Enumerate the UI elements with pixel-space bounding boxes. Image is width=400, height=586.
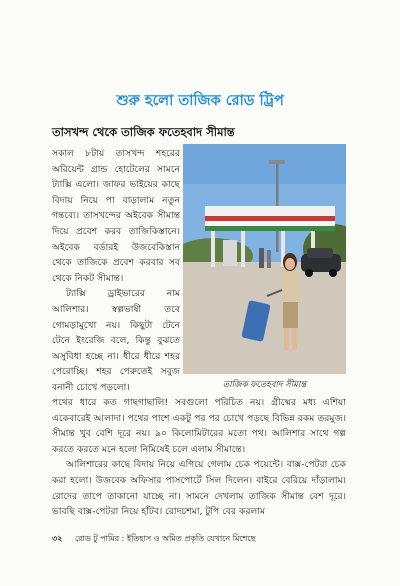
page-number: ৩২ <box>52 534 63 543</box>
body-text <box>52 395 346 520</box>
border-photo-illustration <box>183 144 346 374</box>
chapter-title: শুরু হলো তাজিক রোড ট্রিপ <box>116 93 284 109</box>
column-text <box>52 146 180 396</box>
book-title: রোড টু পামির : ইতিহাস ও অমিত প্রকৃতি যেখানে মিশেছে <box>74 534 256 543</box>
paragraph: আলিশারের কাছে বিদায় নিয়ে এগিয়ে গেলাম চেক পয়েন্টে। বাক্স-পেটরা চেক করা হলো। উজবেক অফিসার পাসপোর্টে সিল দিলেন। বাইরে বেরিয়ে দাঁড়ালাম। রোদের তাপে তাকানো যাচ্ছে না। সামনে দেখলাম তাজিক সীমান্ত বেশ দূরে। ভাবছি বাক্স-পেটরা নিয়ে হাঁটব। রোদচশমা, টুপি বের করলাম <box>52 459 346 518</box>
section-heading: তাসখন্দ থেকে তাজিক ফতেহবাদ সীমান্ত <box>52 125 235 139</box>
photo-caption: তাজিক ফতেহবাদ সীমান্ত <box>222 380 307 390</box>
border-photo <box>183 144 346 374</box>
paragraph: ট্যাক্সি ড্রাইভারের নাম আলিশার। স্বল্পভাষী তবে গোমড়ামুখো নয়। কিছুটা টেনে টেনে ইংরেজি বলে, কিন্তু বুঝতে অসুবিধা হচ্ছে না। ধীরে ধীরে শহর পেরোচ্ছি। শহর পেরুতেই সবুজ বনানী চোখে পড়লো। <box>52 288 180 393</box>
page-footer <box>52 533 352 546</box>
paragraph: পথের ধারে কত গাছগাছালি! সবগুলো পরিচিত নয়। গ্রীষ্মের মধ্য এশিয়া একেবারেই আলাদা। পথের পাশে একটু পর পর চোখে পড়ছে বিভিন্ন রকম তরমুজ। সীমান্ত খুব বেশি দূরে নয়। ৯০ কিলোমিটারের মতো পথ। আলিশার সাথে গল্প করতে করতে মনে হলো নিমিষেই চলে এলাম সীমান্তে। <box>52 397 346 455</box>
paragraph: সকাল ৮টায় তাসখন্দ শহরের অরিয়েন্ট গ্রান্ড হোটেলের সামনে ট্যাক্সি এলো। জাফর ভাইয়ের কাছে বিদায় নিয়ে পা বাড়ালাম নতুন গন্তব্যে। তাসখন্দের অইবেক সীমান্ত দিয়ে প্রবেশ করব তাজিকিস্তানে। অইবেক বর্ডারই উজবেকিস্তান থেকে তাজিকে প্রবেশ করবার সব থেকে নিকট সীমান্ত। <box>52 148 180 284</box>
